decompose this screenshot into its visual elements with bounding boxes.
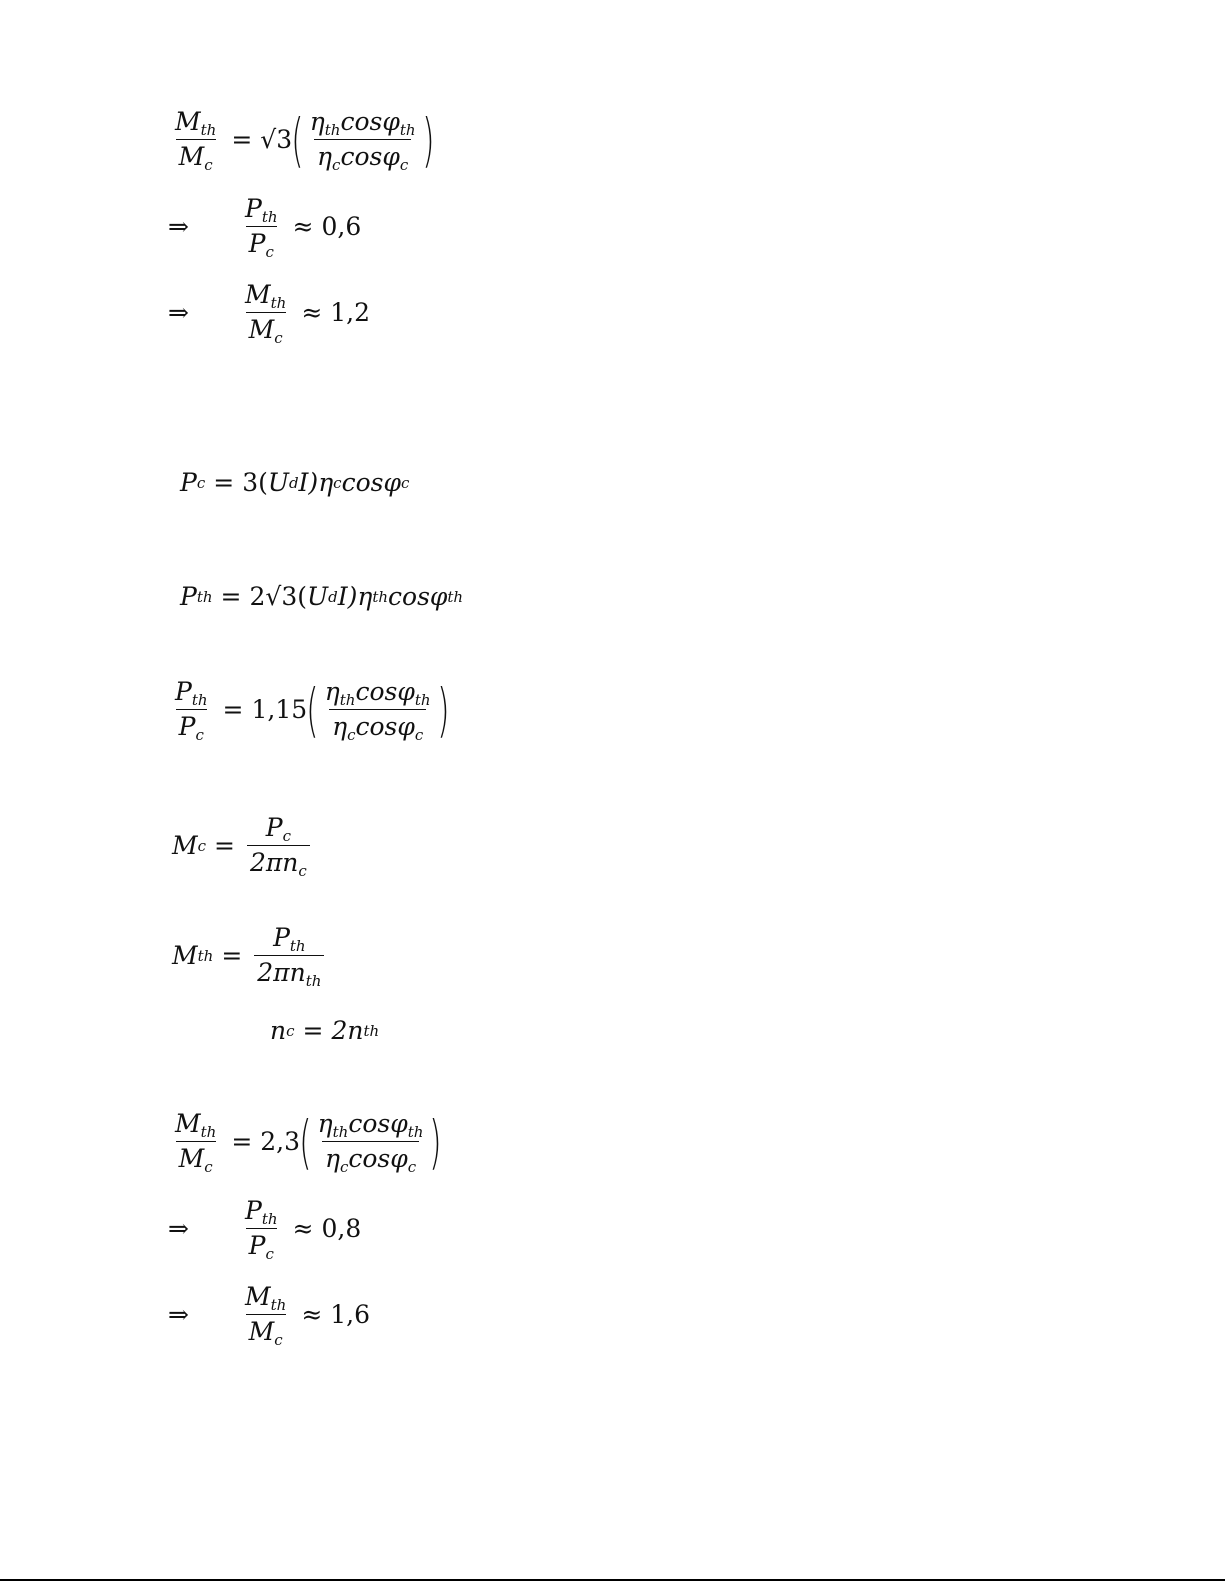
symbol: M <box>178 1143 205 1173</box>
symbol: M <box>175 107 201 136</box>
fraction-torque-def <box>254 924 324 988</box>
equals-sign: = <box>302 1016 324 1045</box>
subscript: c <box>298 861 307 880</box>
subscript: c <box>274 328 283 347</box>
fraction-torque <box>242 1283 289 1347</box>
symbol: P <box>273 923 290 952</box>
symbol: η <box>332 711 348 741</box>
equation-power-ratio-result <box>168 195 361 259</box>
subscript: th <box>305 971 322 990</box>
symbol: 2πn <box>249 847 299 877</box>
symbol: I) <box>298 468 319 497</box>
close-paren: ) <box>436 675 450 744</box>
symbol: P <box>178 711 196 741</box>
value: 0,8 <box>321 1214 362 1244</box>
fraction-efficiency <box>322 678 434 742</box>
subscript: th <box>339 691 356 709</box>
fraction-torque <box>242 281 289 345</box>
symbol: M <box>248 1316 275 1346</box>
symbol: cosφ <box>348 1109 408 1138</box>
equation-torque-ratio-result <box>168 1283 370 1347</box>
equals-sign: = <box>214 831 235 861</box>
symbol: P <box>175 677 192 706</box>
subscript: th <box>200 121 217 139</box>
symbol: M <box>172 831 198 861</box>
implies-arrow: ⇒ <box>168 1300 189 1330</box>
subscript: c <box>195 725 204 744</box>
value: 1,2 <box>330 298 371 328</box>
symbol: M <box>248 314 275 344</box>
equation-power-ratio <box>168 675 450 744</box>
equation-torque-th: M th = $\frac{P_{th}}{2\pi n_{th}}$ <box>172 924 328 988</box>
symbol: P <box>245 194 262 223</box>
symbol: η <box>309 107 325 136</box>
symbol: P <box>248 1230 266 1260</box>
subscript: th <box>191 691 208 709</box>
equation-torque-ratio-result <box>168 281 370 345</box>
subscript: th <box>261 208 278 226</box>
open-paren: ( <box>297 582 307 611</box>
subscript: th <box>270 294 287 312</box>
close-paren: ) <box>429 1107 442 1176</box>
subscript: c <box>332 155 341 174</box>
equation-speed-relation: n c = 2n th <box>270 1016 380 1045</box>
subscript: c <box>399 155 409 174</box>
coefficient: 3( <box>242 468 268 497</box>
symbol: cosφ <box>348 1143 408 1173</box>
close-paren: ) <box>421 105 435 174</box>
symbol: P <box>248 228 266 258</box>
subscript: c <box>414 725 424 744</box>
open-paren: ( <box>306 675 319 744</box>
subscript: th <box>200 1123 217 1141</box>
equation-power-c: P c = 3( U d I) η c cosφ c <box>180 468 410 497</box>
fraction-power <box>242 1197 281 1261</box>
equals-sign: = <box>213 468 235 497</box>
subscript: th <box>261 1210 278 1228</box>
approx-sign: ≈ <box>301 298 323 328</box>
equation-torque-ratio-2-3 <box>168 1107 442 1176</box>
subscript: th <box>414 691 431 709</box>
fraction-power <box>242 195 281 259</box>
symbol: P <box>245 1196 262 1225</box>
approx-sign: ≈ <box>292 212 314 242</box>
equation-torque-c: M c = $\frac{P_c}{2\pi n_c}$ <box>172 814 314 878</box>
symbol: M <box>245 1282 271 1311</box>
symbol: cosφ <box>340 141 400 171</box>
coefficient: 1,15 <box>251 695 308 725</box>
fraction-efficiency <box>307 108 419 172</box>
subscript: th <box>289 937 306 955</box>
subscript: th <box>407 1123 424 1141</box>
symbol: P <box>180 468 197 497</box>
fraction-torque-def <box>247 814 310 878</box>
symbol: 2n <box>331 1016 364 1045</box>
open-paren: ( <box>299 1107 312 1176</box>
implies-arrow: ⇒ <box>168 212 189 242</box>
equals-sign: = <box>231 125 253 155</box>
symbol: η <box>317 141 333 171</box>
subscript: c <box>274 1330 283 1349</box>
equation-power-ratio-result <box>168 1197 361 1261</box>
symbol: cosφ <box>355 711 415 741</box>
implies-arrow: ⇒ <box>168 298 189 328</box>
symbol: cosφ <box>341 468 401 497</box>
fraction-efficiency <box>315 1110 427 1174</box>
equals-sign: = <box>231 1127 253 1157</box>
symbol: M <box>245 280 271 309</box>
equals-sign: = <box>220 582 242 611</box>
subscript: th <box>332 1123 349 1141</box>
symbol: 2πn <box>257 957 306 987</box>
symbol: cosφ <box>340 107 400 136</box>
value: 0,6 <box>321 212 362 242</box>
subscript: th <box>399 121 416 139</box>
subscript: c <box>204 155 213 174</box>
subscript: c <box>347 725 356 744</box>
subscript: c <box>265 242 274 261</box>
symbol: η <box>324 677 340 706</box>
page-bottom-rule <box>0 1579 1225 1581</box>
symbol: I) <box>337 582 358 611</box>
subscript: c <box>204 1157 213 1176</box>
symbol: U <box>307 582 329 611</box>
subscript: c <box>265 1244 274 1263</box>
equals-sign: = <box>222 695 244 725</box>
symbol: P <box>180 582 197 611</box>
open-paren: ( <box>291 105 304 174</box>
symbol: U <box>267 468 289 497</box>
symbol: η <box>318 468 334 497</box>
equation-torque-ratio-sqrt3 <box>168 105 435 174</box>
symbol: P <box>265 813 283 842</box>
symbol: η <box>317 1109 333 1138</box>
symbol: cosφ <box>355 677 415 706</box>
value: 1,6 <box>330 1300 371 1330</box>
symbol: M <box>175 1109 201 1138</box>
approx-sign: ≈ <box>301 1300 323 1330</box>
symbol: M <box>172 941 198 971</box>
equation-power-th: P th = 2√3 ( U d I) η th cosφ th <box>180 582 464 611</box>
coefficient: 2,3 <box>260 1127 301 1157</box>
equals-sign: = <box>221 941 243 971</box>
subscript: c <box>339 1157 349 1176</box>
fraction-torque <box>172 1110 219 1174</box>
subscript: th <box>324 121 341 139</box>
coefficient: 2√3 <box>249 582 298 611</box>
symbol: M <box>178 141 205 171</box>
approx-sign: ≈ <box>292 1214 314 1244</box>
subscript: th <box>270 1296 287 1314</box>
coefficient: √3 <box>260 125 293 155</box>
implies-arrow: ⇒ <box>168 1214 189 1244</box>
fraction-torque <box>172 108 219 172</box>
symbol: η <box>357 582 373 611</box>
subscript: c <box>407 1157 417 1176</box>
symbol: n <box>270 1016 287 1045</box>
symbol: η <box>324 1143 340 1173</box>
fraction-power <box>172 678 211 742</box>
symbol: cosφ <box>388 582 448 611</box>
subscript: c <box>282 827 291 845</box>
